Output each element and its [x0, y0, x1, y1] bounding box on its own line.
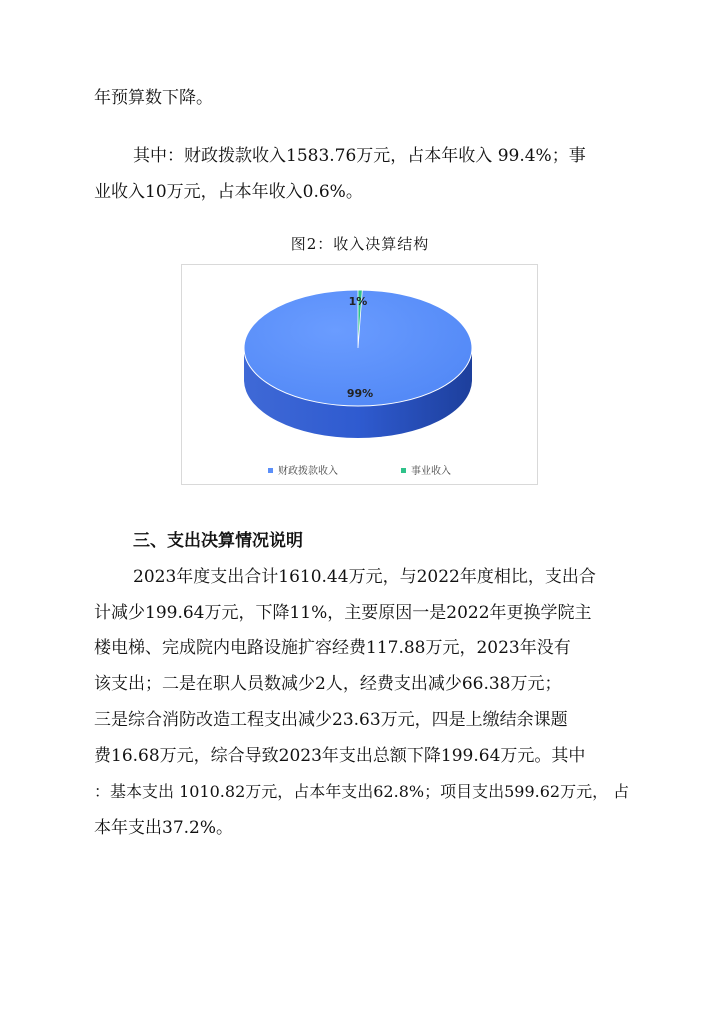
paragraph-line: 本年支出37.2%。	[94, 818, 234, 838]
paragraph-line: 计减少199.64万元，下降11%，主要原因一是2022年更换学院主	[94, 603, 592, 623]
data-label-财政拨款收入: 99%	[346, 387, 374, 400]
legend-swatch-财政拨款收入	[268, 468, 273, 473]
paragraph-line: 年预算数下降。	[94, 88, 213, 108]
income-pie-chart	[181, 264, 538, 485]
paragraph-line: 楼电梯、完成院内电路设施扩容经费117.88万元，2023年没有	[94, 638, 571, 658]
data-label-事业收入: 1%	[348, 295, 368, 308]
paragraph-line: 该支出；二是在职人员数减少2人，经费支出减少66.38万元；	[94, 674, 562, 694]
legend-label-财政拨款收入: 财政拨款收入	[278, 466, 338, 477]
pie-svg	[182, 265, 539, 486]
legend-swatch-事业收入	[401, 468, 406, 473]
paragraph-line: 2023年度支出合计1610.44万元，与2022年度相比，支出合	[133, 567, 596, 587]
legend-label-事业收入: 事业收入	[411, 466, 451, 477]
paragraph-line: ：基本支出 1010.82万元，占本年支出62.8%；项目支出599.62万元， 占	[94, 782, 630, 801]
paragraph-line: 业收入10万元，占本年收入0.6%。	[94, 182, 363, 202]
figure-caption: 图2：收入决算结构	[290, 235, 430, 253]
paragraph-line: 其中：财政拨款收入1583.76万元，占本年收入 99.4%；事	[133, 146, 586, 166]
paragraph-line: 三是综合消防改造工程支出减少23.63万元，四是上缴结余课题	[94, 710, 568, 730]
section-heading: 三、支出决算情况说明	[133, 531, 303, 551]
paragraph-line: 费16.68万元，综合导致2023年支出总额下降199.64万元。其中	[94, 746, 586, 766]
